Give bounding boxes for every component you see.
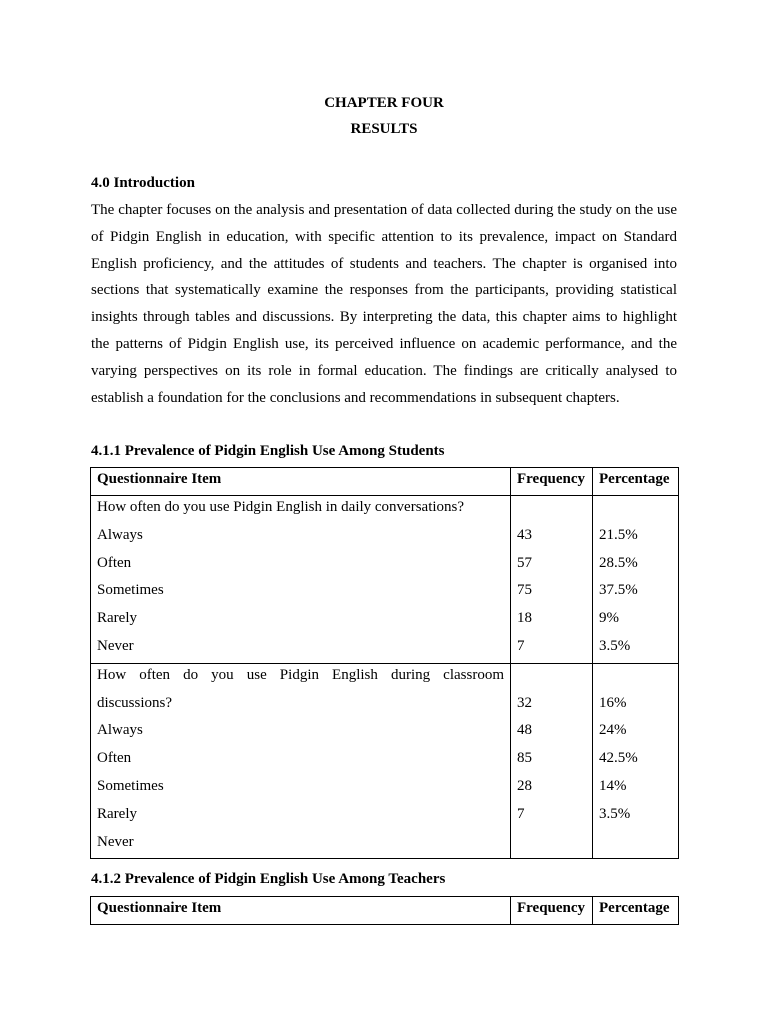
percentage-value: 3.5% — [599, 637, 631, 654]
section-411-heading: 4.1.1 Prevalence of Pidgin English Use Among Students — [91, 443, 445, 459]
percentage-cell — [593, 496, 679, 664]
frequency-value: 32 — [517, 694, 532, 711]
column-header-item: Questionnaire Item — [91, 897, 511, 925]
question-text: How often do you use Pidgin English in daily conversations? — [97, 499, 465, 515]
percentage-value: 9% — [599, 610, 619, 627]
students-prevalence-table — [90, 467, 679, 859]
option-label: Rarely — [97, 805, 137, 822]
question-cell — [91, 663, 511, 859]
question-text-line1: How often do you use Pidgin English during classroom — [97, 666, 504, 683]
option-label: Often — [97, 554, 132, 571]
option-label: Sometimes — [97, 582, 164, 599]
frequency-value: 57 — [517, 554, 532, 571]
percentage-value: 28.5% — [599, 554, 638, 571]
column-header-item: Questionnaire Item — [91, 468, 511, 496]
column-header-percentage: Percentage — [593, 468, 679, 496]
chapter-title: CHAPTER FOUR — [324, 95, 444, 111]
percentage-value: 21.5% — [599, 526, 638, 543]
frequency-value: 18 — [517, 610, 532, 627]
section-412-heading: 4.1.2 Prevalence of Pidgin English Use Among Teachers — [91, 871, 446, 887]
teachers-prevalence-table — [90, 896, 679, 925]
table-row — [91, 496, 679, 664]
frequency-value: 7 — [517, 805, 525, 822]
percentage-value: 16% — [599, 694, 627, 711]
option-label: Always — [97, 722, 143, 739]
option-label: Sometimes — [97, 777, 164, 794]
column-header-frequency: Frequency — [511, 468, 593, 496]
column-header-frequency: Frequency — [511, 897, 593, 925]
percentage-cell — [593, 663, 679, 859]
percentage-value: 24% — [599, 722, 627, 739]
percentage-value: 37.5% — [599, 582, 638, 599]
option-label: Always — [97, 526, 143, 543]
option-label: Often — [97, 750, 132, 767]
percentage-value: 14% — [599, 777, 627, 794]
frequency-cell — [511, 663, 593, 859]
chapter-subtitle: RESULTS — [350, 121, 418, 137]
frequency-value: 75 — [517, 582, 532, 599]
table-header-row — [91, 468, 679, 496]
option-label: Never — [97, 833, 134, 850]
percentage-value: 3.5% — [599, 805, 631, 822]
intro-heading: 4.0 Introduction — [91, 175, 195, 191]
option-label: Never — [97, 637, 134, 654]
column-header-percentage: Percentage — [593, 897, 679, 925]
intro-paragraph: The chapter focuses on the analysis and presentation of data collected during the study on the use of Pidgin English in education, with specific attention to its prevalence, impact on Standard English proficiency, and the attitudes of students and teachers. The chapter is organised into sections that systematically examine the responses from the participants, providing statistical insights through tables and discussions. By interpreting the data, this chapter aims to highlight the patterns of Pidgin English use, its perceived influence on academic performance, and the varying perspectives on its role in formal education. The findings are critically analysed to establish a foundation for the conclusions and recommendations in subsequent chapters. — [91, 202, 677, 406]
table-header-row — [91, 897, 679, 925]
question-cell — [91, 496, 511, 664]
question-text-line2: discussions? — [97, 694, 172, 711]
frequency-value: 85 — [517, 750, 532, 767]
frequency-value: 7 — [517, 637, 525, 654]
frequency-value: 48 — [517, 722, 532, 739]
table-row — [91, 663, 679, 859]
percentage-value: 42.5% — [599, 750, 638, 767]
option-label: Rarely — [97, 610, 137, 627]
frequency-value: 28 — [517, 777, 532, 794]
frequency-cell — [511, 496, 593, 664]
frequency-value: 43 — [517, 526, 532, 543]
